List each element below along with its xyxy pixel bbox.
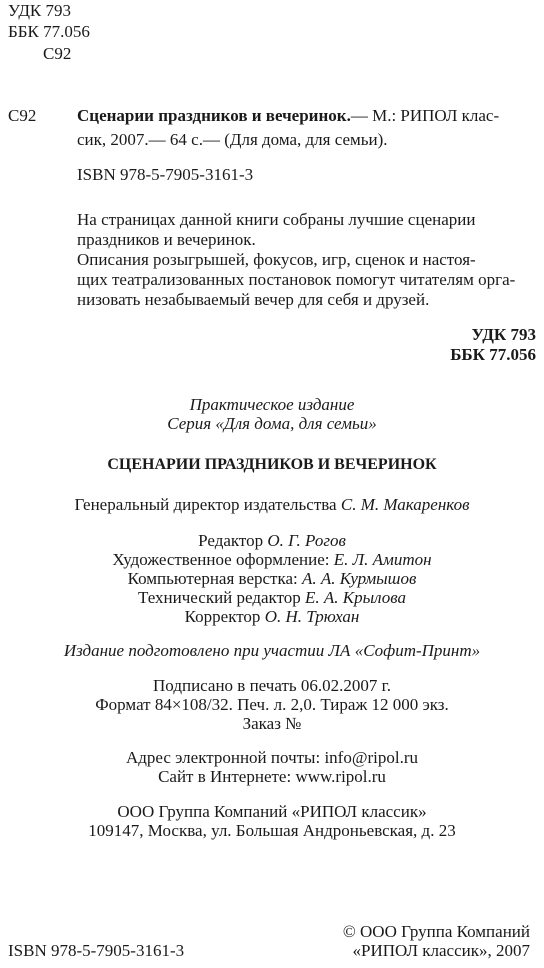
bib-author-sign: С92	[8, 106, 37, 125]
edition-type: Практическое издание	[189, 395, 355, 414]
publisher-address: 109147, Москва, ул. Большая Андроньевская, д. 23	[88, 821, 456, 840]
footer-copyright-2: «РИПОЛ классик», 2007	[352, 941, 530, 960]
annotation-line: На страницах данной книги собраны лучшие сценарии	[77, 210, 476, 229]
credit-name: А. А. Курмышов	[302, 569, 417, 588]
bib-line-2: сик, 2007.— 64 с.— (Для дома, для семьи).	[77, 130, 388, 149]
print-format: Формат 84×108/32. Печ. л. 2,0. Тираж 12 000 экз.	[95, 695, 449, 714]
top-author-sign: С92	[43, 44, 72, 63]
right-bbk-code: ББК 77.056	[450, 345, 536, 364]
bib-isbn: ISBN 978-5-7905-3161-3	[77, 165, 254, 184]
footer-isbn: ISBN 978-5-7905-3161-3	[8, 941, 185, 960]
credit-layout	[0, 569, 544, 589]
director-label: Генеральный директор издательства	[74, 495, 337, 514]
credit-name: О. Г. Рогов	[267, 531, 346, 550]
annotation-line: низовать незабываемый вечер для себя и друзей.	[77, 290, 430, 309]
publisher-name: ООО Группа Компаний «РИПОЛ классик»	[117, 802, 427, 821]
footer-copyright-1: © ООО Группа Компаний	[342, 922, 530, 941]
credit-label: Редактор	[198, 531, 264, 550]
bib-imprint: — М.: РИПОЛ клас-	[350, 106, 500, 125]
bib-title: Сценарии праздников и вечеринок.	[77, 106, 351, 125]
contact-site: Сайт в Интернете: www.ripol.ru	[158, 767, 386, 786]
credit-proofreader	[0, 607, 544, 627]
bib-line-1	[77, 106, 499, 126]
annotation-line: Описания розыгрышей, фокусов, игр, сценок и настоя-	[77, 250, 476, 269]
right-udk-code: УДК 793	[471, 325, 536, 344]
contact-email: Адрес электронной почты: info@ripol.ru	[125, 748, 418, 767]
top-udk-code: УДК 793	[8, 1, 72, 20]
top-bbk-code: ББК 77.056	[8, 22, 90, 41]
book-title: СЦЕНАРИИ ПРАЗДНИКОВ И ВЕЧЕРИНОК	[107, 456, 437, 473]
credit-name: Е. Л. Амитон	[333, 550, 432, 569]
credit-name: О. Н. Трюхан	[264, 607, 360, 626]
credit-label: Корректор	[184, 607, 261, 626]
director-line	[0, 495, 544, 515]
print-signed: Подписано в печать 06.02.2007 г.	[153, 676, 391, 695]
series-name: Серия «Для дома, для семьи»	[167, 414, 377, 433]
credit-tech-editor	[0, 588, 544, 608]
participation-note: Издание подготовлено при участии ЛА «Софит-Принт»	[63, 641, 481, 660]
print-order: Заказ №	[242, 714, 302, 733]
credit-name: Е. А. Крылова	[305, 588, 406, 607]
credit-editor	[0, 531, 544, 551]
credit-label: Технический редактор	[138, 588, 301, 607]
annotation-line: щих театрализованных постановок помогут читателям орга-	[77, 270, 516, 289]
credit-label: Компьютерная верстка:	[127, 569, 298, 588]
director-name: С. М. Макаренков	[340, 495, 470, 514]
annotation-line: праздников и вечеринок.	[77, 230, 256, 249]
credit-art	[0, 550, 544, 570]
credit-label: Художественное оформление:	[112, 550, 330, 569]
